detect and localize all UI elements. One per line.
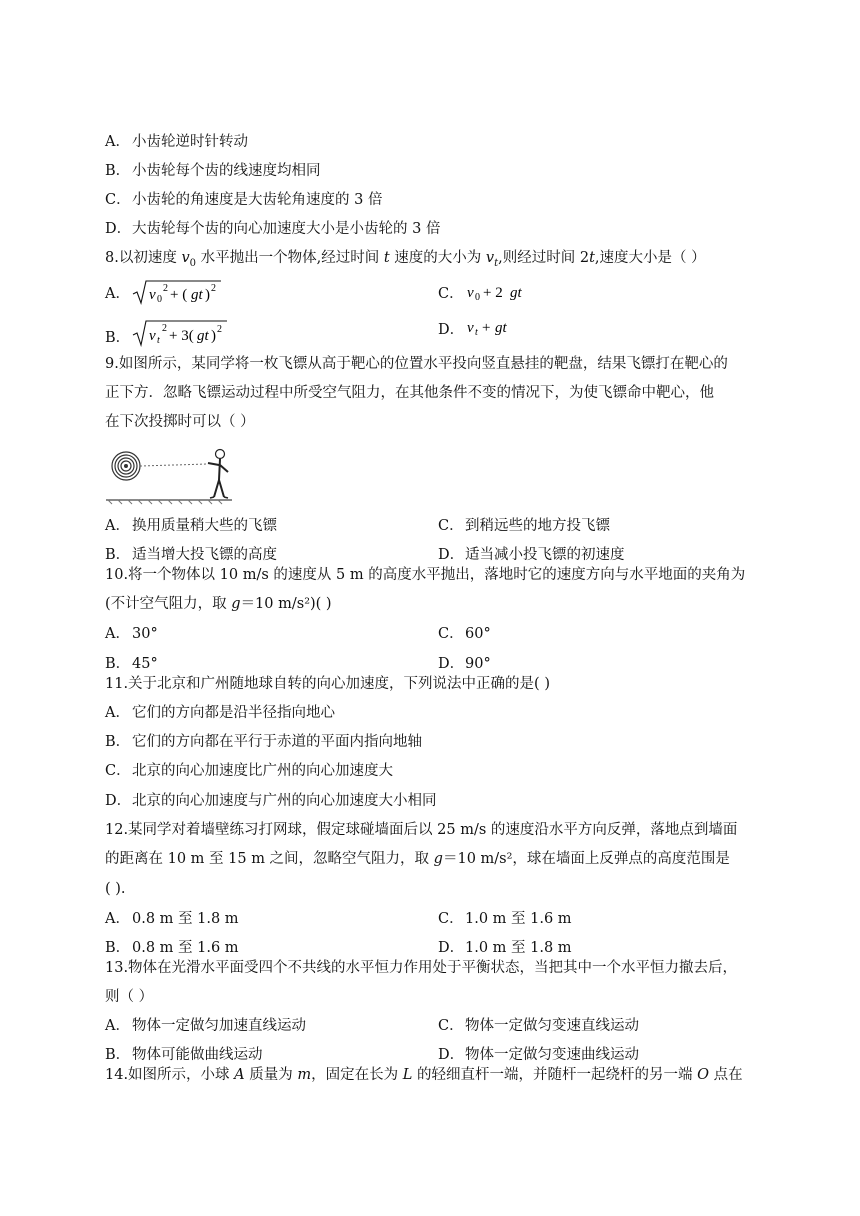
svg-text:v: v xyxy=(467,285,474,301)
dart-target-figure xyxy=(104,440,236,506)
q12-stem-line1: 12.某同学对着墙壁练习打网球，假定球碰墙面后以 25 m/s 的速度沿水平方向反弹，落地点到墙面 xyxy=(105,822,738,838)
svg-text:0: 0 xyxy=(475,292,480,303)
q8-option-b-label: B． xyxy=(105,330,131,346)
q10-option-d: D．90° xyxy=(438,656,491,672)
q13-option-b: B． 物体可能做曲线运动 xyxy=(105,1047,263,1063)
q8-option-a-label: A． xyxy=(105,286,130,302)
q12-option-a: A． 0.8 m 至 1.8 m xyxy=(105,911,239,927)
svg-text:gt: gt xyxy=(197,328,209,344)
q9-stem-line3: 在下次投掷时可以（ ） xyxy=(105,414,255,430)
q8-option-d-formula xyxy=(465,314,525,340)
svg-text:v: v xyxy=(467,320,474,336)
q9-option-b: B． 适当增大投飞镖的高度 xyxy=(105,547,277,563)
svg-text:0: 0 xyxy=(157,294,162,305)
q14-stem-line1: 14.如图所示，小球 A 质量为 m，固定在长为 L 的轻细直杆一端，并随杆一起绕杆的另一端 O 点在 xyxy=(105,1067,743,1083)
q13-stem-line2: 则（ ） xyxy=(105,989,154,1005)
q10-stem-line1: 10.将一个物体以 10 m/s 的速度从 5 m 的高度水平抛出，落地时它的速度方向与水平地面的夹角为 xyxy=(105,567,746,583)
svg-text:v: v xyxy=(149,328,156,344)
svg-text:2: 2 xyxy=(162,323,167,334)
q13-option-d: D．物体一定做匀变速曲线运动 xyxy=(438,1047,639,1063)
svg-text:gt: gt xyxy=(495,320,507,336)
q11-option-a: A． 它们的方向都是沿半径指向地心 xyxy=(105,705,335,721)
svg-text:+: + xyxy=(482,320,491,336)
q7-option-a: A． 小齿轮逆时针转动 xyxy=(105,134,248,150)
q8-option-c-label: C． xyxy=(438,286,464,302)
q8-stem: 8.以初速度 $v_0$ 水平抛出一个物体,经过时间 t 速度的大小为 $v_t$,则经过时间 2t,速度大小是（ ） xyxy=(105,250,706,269)
q12-option-b: B． 0.8 m 至 1.6 m xyxy=(105,940,239,956)
svg-text:v: v xyxy=(149,287,156,303)
svg-text:t: t xyxy=(157,335,160,346)
q11-option-c: C．北京的向心加速度比广州的向心加速度大 xyxy=(105,763,393,779)
q9-option-d: D．适当减小投飞镖的初速度 xyxy=(438,547,625,563)
sqrt-formula-a xyxy=(131,278,223,306)
sqrt-formula-b xyxy=(131,318,229,348)
dart-board xyxy=(112,452,140,480)
q9-stem-line2: 正下方．忽略飞镖运动过程中所受空气阻力，在其他条件不变的情况下，为使飞镖命中靶心，他 xyxy=(105,385,714,401)
q12-option-d: D．1.0 m 至 1.8 m xyxy=(438,940,572,956)
q10-option-a: A． 30° xyxy=(105,626,158,642)
svg-text:+ 3(: + 3( xyxy=(169,328,194,344)
q7-option-c: C．小齿轮的角速度是大齿轮角速度的 3 倍 xyxy=(105,192,383,208)
svg-text:): ) xyxy=(205,287,210,303)
dart-trajectory xyxy=(140,464,208,466)
formula-d xyxy=(465,315,525,339)
svg-text:t: t xyxy=(475,327,478,338)
svg-text:gt: gt xyxy=(510,285,522,301)
q8-option-c-formula xyxy=(465,279,535,305)
svg-text:+ 2: + 2 xyxy=(483,285,503,301)
svg-text:2: 2 xyxy=(211,283,216,294)
q12-stem-line3: ( ). xyxy=(105,881,126,897)
svg-text:+ (: + ( xyxy=(170,287,188,303)
formula-c xyxy=(465,280,535,304)
q13-stem-line1: 13.物体在光滑水平面受四个不共线的水平恒力作用处于平衡状态，当把其中一个水平恒力撤去后， xyxy=(105,960,738,976)
q7-option-d: D．大齿轮每个齿的向心加速度大小是小齿轮的 3 倍 xyxy=(105,221,441,237)
q10-option-b: B． 45° xyxy=(105,656,158,672)
q10-stem-line2: (不计空气阻力，取 g＝10 m/s²)( ) xyxy=(105,596,332,612)
q11-option-d: D．北京的向心加速度与广州的向心加速度大小相同 xyxy=(105,793,437,809)
q10-option-c: C．60° xyxy=(438,626,491,642)
q8-option-a-formula xyxy=(131,279,223,305)
svg-text:2: 2 xyxy=(163,283,168,294)
svg-text:): ) xyxy=(211,328,216,344)
q12-option-c: C．1.0 m 至 1.6 m xyxy=(438,911,572,927)
q7-option-b: B． 小齿轮每个齿的线速度均相同 xyxy=(105,163,321,179)
q13-option-c: C．物体一定做匀变速直线运动 xyxy=(438,1018,639,1034)
q13-option-a: A． 物体一定做匀加速直线运动 xyxy=(105,1018,306,1034)
q12-stem-line2: 的距离在 10 m 至 15 m 之间，忽略空气阻力，取 g＝10 m/s²，球在墙面上反弹点的高度范围是 xyxy=(105,851,730,867)
q9-option-c: C．到稍远些的地方投飞镖 xyxy=(438,518,610,534)
q11-stem: 11.关于北京和广州随地球自转的向心加速度，下列说法中正确的是( ) xyxy=(105,676,550,692)
q9-stem-line1: 9.如图所示，某同学将一枚飞镖从高于靶心的位置水平投向竖直悬挂的靶盘，结果飞镖打在靶心的 xyxy=(105,356,728,372)
q9-option-a: A． 换用质量稍大些的飞镖 xyxy=(105,518,277,534)
svg-text:gt: gt xyxy=(191,287,203,303)
q11-option-b: B． 它们的方向都在平行于赤道的平面内指向地轴 xyxy=(105,734,422,750)
q8-option-b-formula xyxy=(131,320,229,346)
thrower-person xyxy=(208,450,228,499)
svg-text:2: 2 xyxy=(217,324,222,335)
q8-option-d-label: D． xyxy=(438,322,465,338)
ground xyxy=(106,500,232,504)
